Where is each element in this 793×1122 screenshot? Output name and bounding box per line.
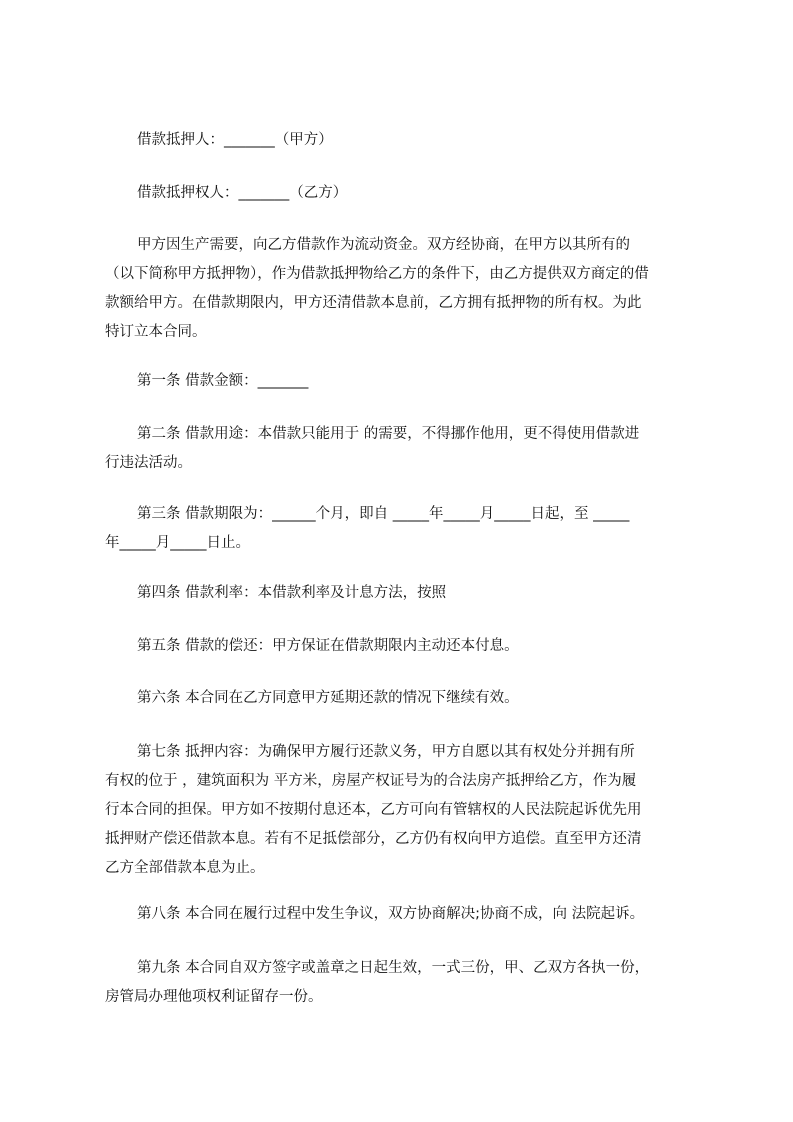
text-line: 借款抵押权人：_______（乙方） [137,185,348,201]
text-line: 第五条 借款的偿还：甲方保证在借款期限内主动还本付息。 [137,638,519,654]
article-3 [105,500,701,558]
article-1 [105,367,733,396]
article-9 [105,954,701,1012]
article-7 [105,738,701,883]
text-line: 特订立本合同。 [105,324,207,340]
text-line: 第八条 本合同在履行过程中发生争议，双方协商解决;协商不成，向 法院起诉。 [137,906,645,922]
preamble-paragraph [105,231,701,347]
text-line: 第三条 借款期限为：______个月，即自 _____年_____月_____日起，至 _____ [137,506,630,522]
party-a-line [105,126,733,155]
article-6 [105,684,733,713]
text-line: 乙方全部借款本息为止。 [105,860,265,876]
article-2 [105,420,701,478]
text-line: 借款抵押人：_______（甲方） [137,132,333,148]
article-8 [105,900,733,929]
text-line: 第六条 本合同在乙方同意甲方延期还款的情况下继续有效。 [137,690,519,706]
text-line: 第九条 本合同自双方签字或盖章之日起生效，一式三份，甲、乙双方各执一份， [137,960,650,976]
text-line: （以下简称甲方抵押物），作为借款抵押物给乙方的条件下，由乙方提供双方商定的借 [105,266,649,282]
text-line: 第二条 借款用途：本借款只能用于 的需要，不得挪作他用，更不得使用借款进 [137,426,640,442]
text-line: 房管局办理他项权利证留存一份。 [105,989,323,1005]
text-line: 第四条 借款利率：本借款利率及计息方法，按照 [137,585,447,601]
text-line: 第一条 借款金额：_______ [137,373,309,389]
text-line: 第七条 抵押内容：为确保甲方履行还款义务，甲方自愿以其有权处分并拥有所 [137,744,635,760]
text-line: 有权的位于 ，建筑面积为 平方米，房屋产权证号为的合法房产抵押给乙方，作为履 [105,773,637,789]
article-5 [105,632,733,661]
text-line: 行违法活动。 [105,455,192,471]
text-line: 抵押财产偿还借款本息。若有不足抵偿部分，乙方仍有权向甲方追偿。直至甲方还清 [105,831,642,847]
text-line: 款额给甲方。在借款期限内，甲方还清借款本息前，乙方拥有抵押物的所有权。为此 [105,295,642,311]
party-b-line [105,179,733,208]
text-line: 行本合同的担保。甲方如不按期付息还本，乙方可向有管辖权的人民法院起诉优先用 [105,802,642,818]
article-4 [105,579,733,608]
text-line: 甲方因生产需要，向乙方借款作为流动资金。双方经协商，在甲方以其所有的 [137,237,630,253]
text-line: 年_____月_____日止。 [105,535,250,551]
